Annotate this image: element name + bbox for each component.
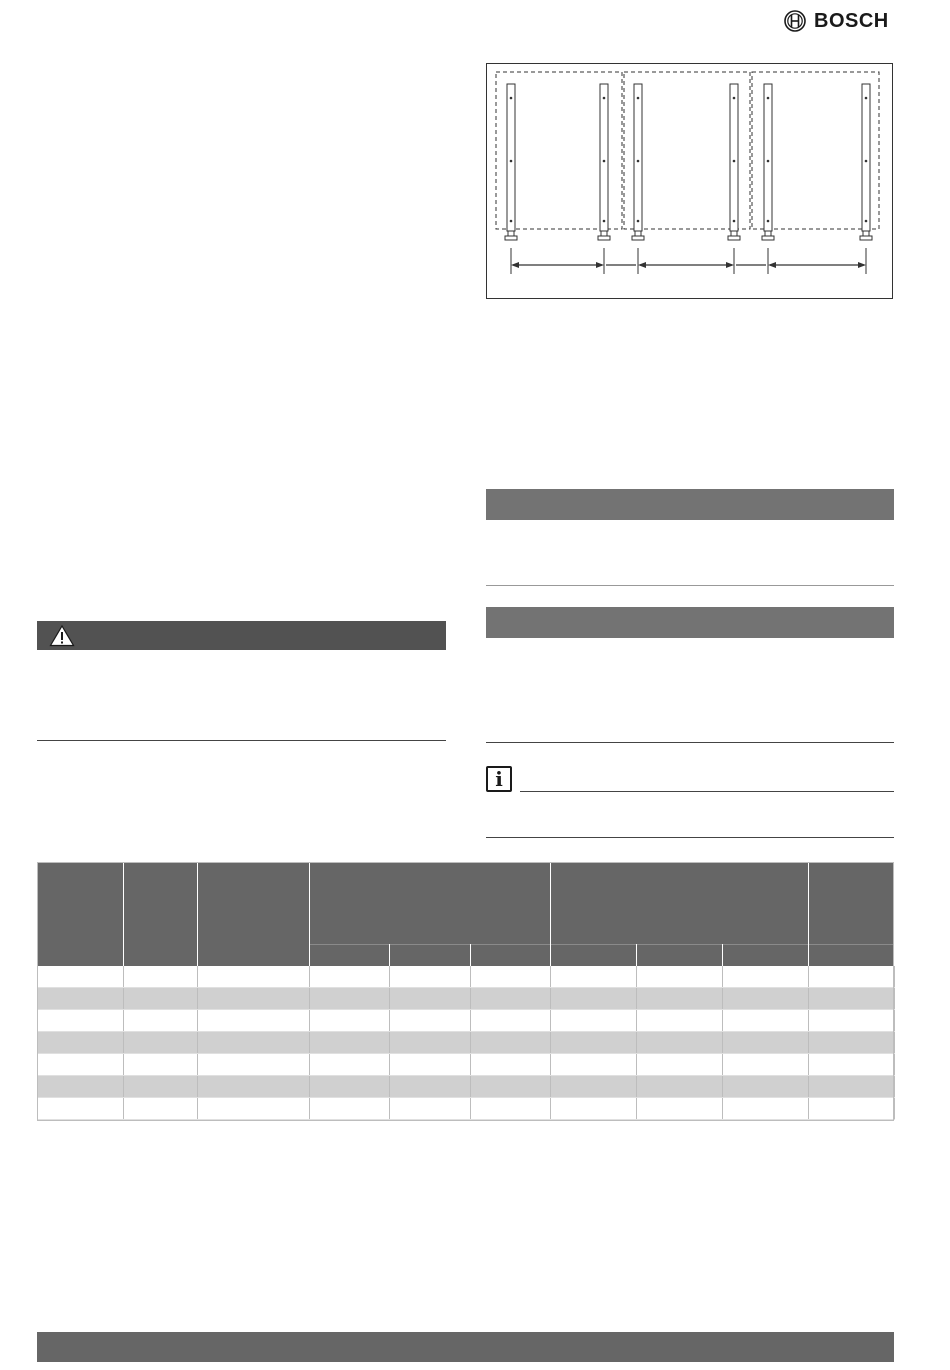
table-cell [37, 966, 123, 988]
info-note-end-rule [486, 837, 894, 838]
table-cell [636, 1032, 722, 1054]
table-row [37, 1010, 894, 1032]
table-cell [37, 1032, 123, 1054]
table-row [37, 1032, 894, 1054]
table-cell [636, 1054, 722, 1076]
section-header-bar [486, 489, 894, 520]
table-cell [197, 1076, 309, 1098]
table-row [37, 988, 894, 1010]
table-cell [550, 1076, 636, 1098]
table-cell [37, 1098, 123, 1120]
table-cell [808, 1098, 894, 1120]
table-header-cell [37, 862, 123, 966]
table-cell [722, 1054, 808, 1076]
table-cell [309, 988, 389, 1010]
table-cell [722, 966, 808, 988]
table-cell [636, 1010, 722, 1032]
table-cell [470, 1054, 550, 1076]
table-cell [197, 988, 309, 1010]
table-cell [636, 988, 722, 1010]
table-cell [389, 1032, 470, 1054]
table-cell [309, 1076, 389, 1098]
table-cell [722, 1076, 808, 1098]
table-subheader-cell [550, 945, 636, 967]
table-cell [550, 966, 636, 988]
table-cell [309, 1032, 389, 1054]
table-cell [550, 1098, 636, 1120]
table-cell [37, 1054, 123, 1076]
table-row [37, 966, 894, 988]
table-cell [470, 1098, 550, 1120]
table-row [37, 1076, 894, 1098]
table-subheader-cell [309, 945, 389, 967]
table-cell [197, 1032, 309, 1054]
table-cell [389, 1098, 470, 1120]
section-divider [486, 742, 894, 743]
table-cell [722, 1010, 808, 1032]
table-header-row [37, 862, 894, 945]
bosch-armature-icon [784, 10, 806, 32]
table-cell [808, 1076, 894, 1098]
table-row [37, 1098, 894, 1120]
table-cell [636, 1098, 722, 1120]
table-subheader-cell [722, 945, 808, 967]
table-cell [37, 988, 123, 1010]
table-header-cell [123, 862, 197, 966]
table-cell [550, 988, 636, 1010]
table-cell [722, 1032, 808, 1054]
table-cell [470, 1010, 550, 1032]
table-cell [309, 1098, 389, 1120]
table-cell [123, 1054, 197, 1076]
table-subheader-cell [470, 945, 550, 967]
table-cell [389, 966, 470, 988]
table-cell [636, 1076, 722, 1098]
table-subheader-cell [636, 945, 722, 967]
table-cell [389, 1054, 470, 1076]
table-cell [808, 1032, 894, 1054]
table-cell [389, 1076, 470, 1098]
table-cell [550, 1054, 636, 1076]
table-cell [37, 1076, 123, 1098]
table-cell [197, 1054, 309, 1076]
table-cell [808, 966, 894, 988]
brand-logo [784, 8, 889, 34]
table-cell [722, 1098, 808, 1120]
table-cell [470, 966, 550, 988]
table-cell [550, 1032, 636, 1054]
table-subheader-cell [389, 945, 470, 967]
table-cell [808, 988, 894, 1010]
table-cell [550, 1010, 636, 1032]
table-header-group [309, 862, 550, 945]
table-cell [197, 1098, 309, 1120]
table-cell [389, 988, 470, 1010]
table-cell [470, 1076, 550, 1098]
warning-header [37, 621, 446, 650]
table-cell [123, 1098, 197, 1120]
footer-bar [37, 1332, 894, 1362]
table-cell [309, 1054, 389, 1076]
brand-name: BOSCH [814, 9, 889, 32]
table-cell [309, 1010, 389, 1032]
table-cell [470, 988, 550, 1010]
radiator-bracket-spacing-diagram [487, 64, 892, 298]
table-cell [37, 1010, 123, 1032]
table-cell [808, 1010, 894, 1032]
table-row [37, 1054, 894, 1076]
table-subheader-cell [808, 945, 894, 967]
table-cell [123, 988, 197, 1010]
table-header-cell [197, 862, 309, 966]
section-divider [486, 585, 894, 586]
info-icon: i [486, 766, 512, 792]
warning-triangle-icon [49, 624, 75, 647]
table-cell [123, 1010, 197, 1032]
table-cell [389, 1010, 470, 1032]
table-cell [123, 1076, 197, 1098]
table-header-cell [808, 862, 894, 945]
info-note-rule [520, 791, 894, 792]
table-header-group [550, 862, 808, 945]
table-cell [123, 966, 197, 988]
table-cell [808, 1054, 894, 1076]
table-cell [309, 966, 389, 988]
warning-end-rule [37, 740, 446, 741]
table-cell [123, 1032, 197, 1054]
table-cell [636, 966, 722, 988]
table-cell [722, 988, 808, 1010]
table-cell [470, 1032, 550, 1054]
mounting-diagram [486, 63, 893, 299]
table-cell [197, 1010, 309, 1032]
section-header-bar [486, 607, 894, 638]
table-cell [197, 966, 309, 988]
dimensions-table [37, 862, 895, 1120]
